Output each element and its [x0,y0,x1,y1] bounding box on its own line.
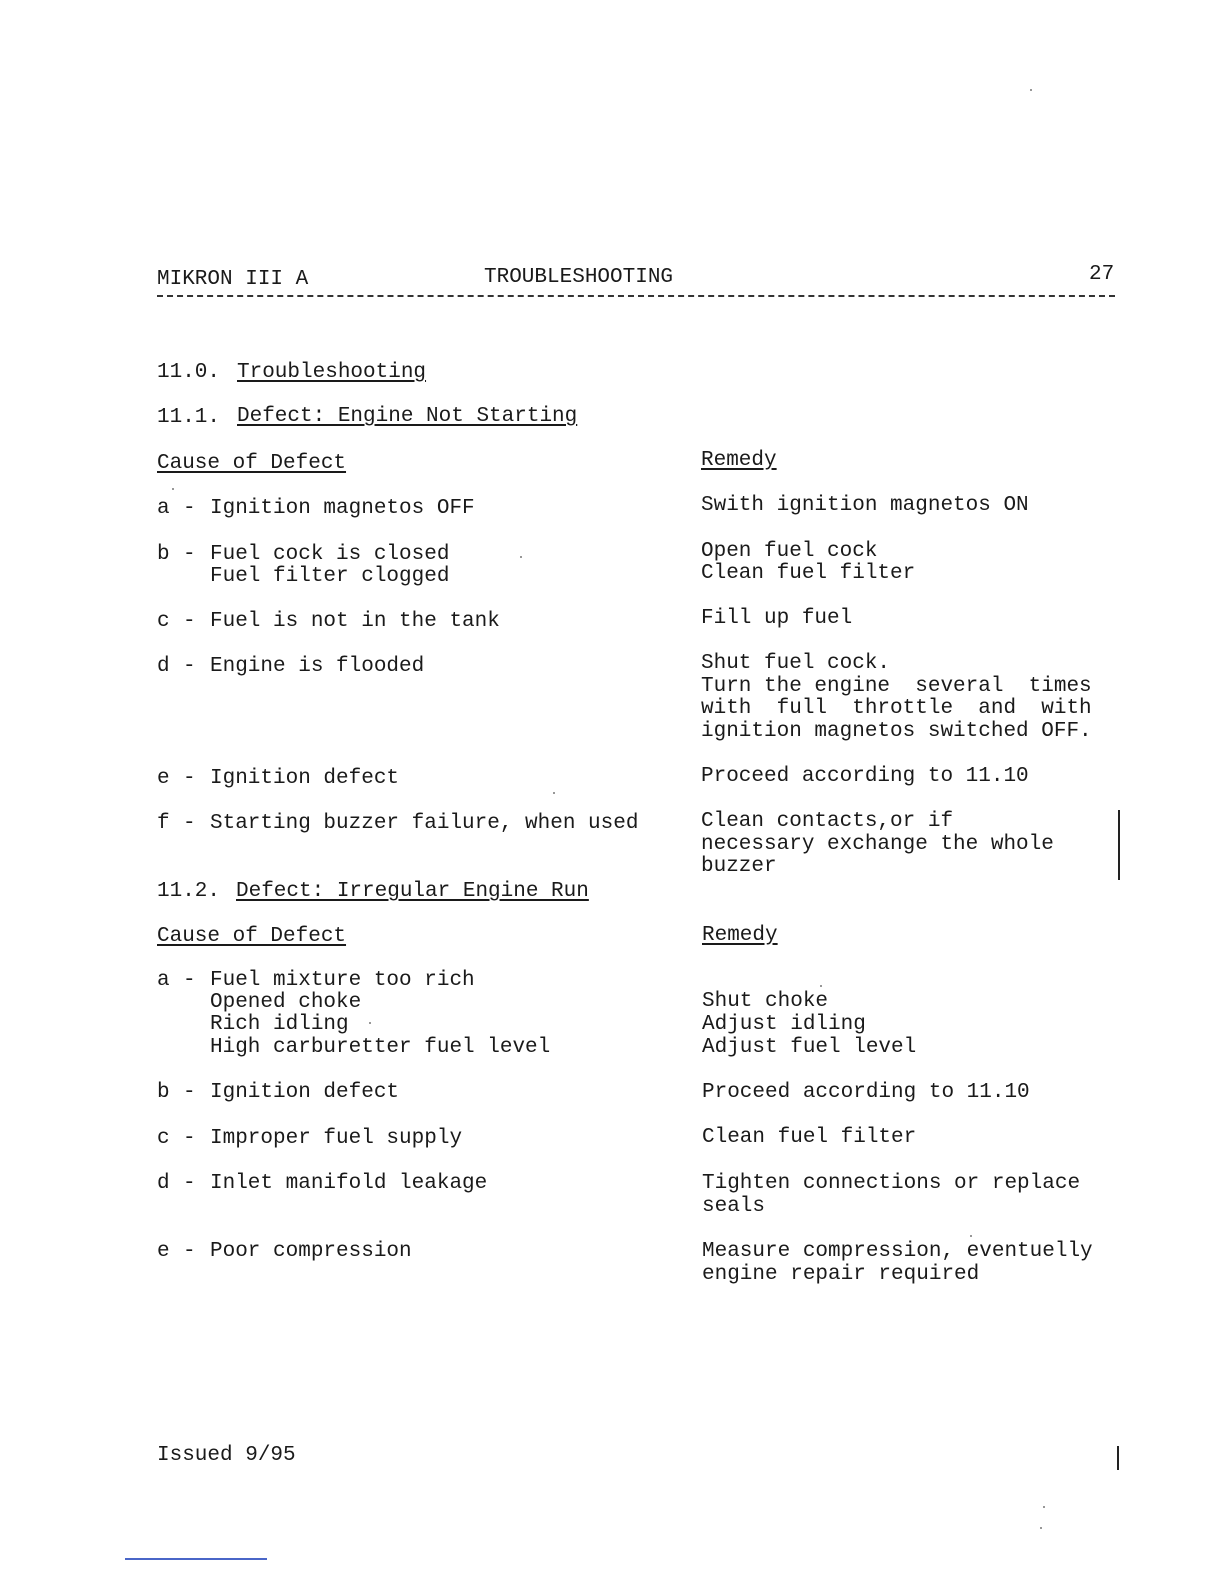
defect2-item-letter: c [157,1127,170,1150]
defect2-item-letter: e [157,1240,170,1263]
defect1-item-dash: - [183,610,196,633]
defect2-number: 11.2. [157,880,221,903]
defect2-item-letter: a [157,969,170,992]
defect2-item-letter: b [157,1081,170,1104]
defect1-remedy-heading: Remedy [701,449,777,472]
defect1-item-cause: Engine is flooded [210,655,425,678]
defect2-item-cause: Fuel mixture too rich [210,969,475,992]
header-page-number: 27 [1089,263,1115,286]
defect1-item-cause: Starting buzzer failure, when used [210,812,639,835]
defect1-item-remedy: Shut fuel cock. [701,652,891,675]
scan-speck [553,792,555,794]
defect2-item-cause: Ignition defect [210,1081,400,1104]
defect1-number: 11.1. [157,406,221,429]
scan-speck [1030,89,1032,91]
defect2-item-letter: d [157,1172,170,1195]
defect2-item-remedy: engine repair required [702,1263,980,1286]
scan-speck [970,1235,972,1237]
defect2-item-remedy: Tighten connections or replace [702,1172,1081,1195]
scan-speck [369,1022,371,1024]
defect1-item-remedy: ignition magnetos switched OFF. [701,720,1092,743]
defect1-item-letter: f [157,812,170,835]
defect2-item-cause: Inlet manifold leakage [210,1172,488,1195]
defect1-item-cause: Ignition magnetos OFF [210,497,475,520]
header-model: MIKRON III A [157,268,309,291]
defect2-item-cause: Poor compression [210,1240,412,1263]
change-bar [1118,810,1120,880]
defect2-item-remedy: Clean fuel filter [702,1126,917,1149]
defect2-item-remedy: Measure compression, eventuelly [702,1240,1093,1263]
defect1-item-letter: e [157,767,170,790]
defect2-item-cause: High carburetter fuel level [210,1036,551,1059]
scan-speck [520,556,522,558]
header-dashed-rule [157,295,1115,297]
footer-blue-line [125,1558,267,1560]
defect1-cause-heading: Cause of Defect [157,452,347,475]
defect2-item-cause: Rich idling [210,1013,349,1036]
defect1-item-dash: - [183,812,196,835]
defect2-item-remedy: Adjust idling [702,1013,866,1036]
defect2-item-dash: - [183,1172,196,1195]
defect1-item-cause: Fuel filter clogged [210,565,450,588]
defect1-item-remedy: Open fuel cock [701,540,878,563]
defect2-remedy-heading: Remedy [702,924,778,947]
defect1-item-remedy: with full throttle and with [701,697,1092,720]
defect2-item-remedy: seals [702,1195,766,1218]
scan-speck [820,985,822,987]
footer-issued: Issued 9/95 [157,1444,296,1467]
defect1-item-letter: b [157,543,170,566]
defect2-item-remedy: Shut choke [702,990,829,1013]
defect2-item-dash: - [183,1127,196,1150]
header-chapter: TROUBLESHOOTING [484,266,674,289]
defect2-item-cause: Improper fuel supply [210,1127,463,1150]
footer-margin-mark [1117,1446,1119,1470]
section-number: 11.0. [157,361,221,384]
defect2-title: Defect: Irregular Engine Run [236,880,589,903]
defect1-item-remedy: Fill up fuel [701,607,853,630]
scan-speck [1040,1527,1042,1529]
defect2-item-dash: - [183,1081,196,1104]
defect2-item-dash: - [183,969,196,992]
defect1-item-cause: Fuel is not in the tank [210,610,500,633]
defect1-item-dash: - [183,767,196,790]
defect1-item-letter: c [157,610,170,633]
defect1-item-cause: Ignition defect [210,767,400,790]
defect2-cause-heading: Cause of Defect [157,925,347,948]
defect1-title: Defect: Engine Not Starting [237,405,578,428]
defect1-item-cause: Fuel cock is closed [210,543,450,566]
section-title: Troubleshooting [237,361,427,384]
defect1-item-letter: a [157,497,170,520]
defect2-item-remedy: Proceed according to 11.10 [702,1081,1030,1104]
defect1-item-remedy: Clean fuel filter [701,562,916,585]
defect2-item-cause: Opened choke [210,991,362,1014]
defect1-item-letter: d [157,655,170,678]
defect1-item-remedy: Proceed according to 11.10 [701,765,1029,788]
defect1-item-remedy: Clean contacts,or if [701,810,954,833]
defect1-item-remedy: Swith ignition magnetos ON [701,494,1029,517]
defect1-item-remedy: Turn the engine several times [701,675,1092,698]
defect1-item-remedy: buzzer [701,855,777,878]
defect2-item-remedy: Adjust fuel level [702,1036,917,1059]
defect1-item-remedy: necessary exchange the whole [701,833,1054,856]
scan-speck [172,488,174,490]
defect1-item-dash: - [183,543,196,566]
defect1-item-dash: - [183,655,196,678]
defect2-item-dash: - [183,1240,196,1263]
scan-speck [1043,1506,1045,1508]
defect1-item-dash: - [183,497,196,520]
